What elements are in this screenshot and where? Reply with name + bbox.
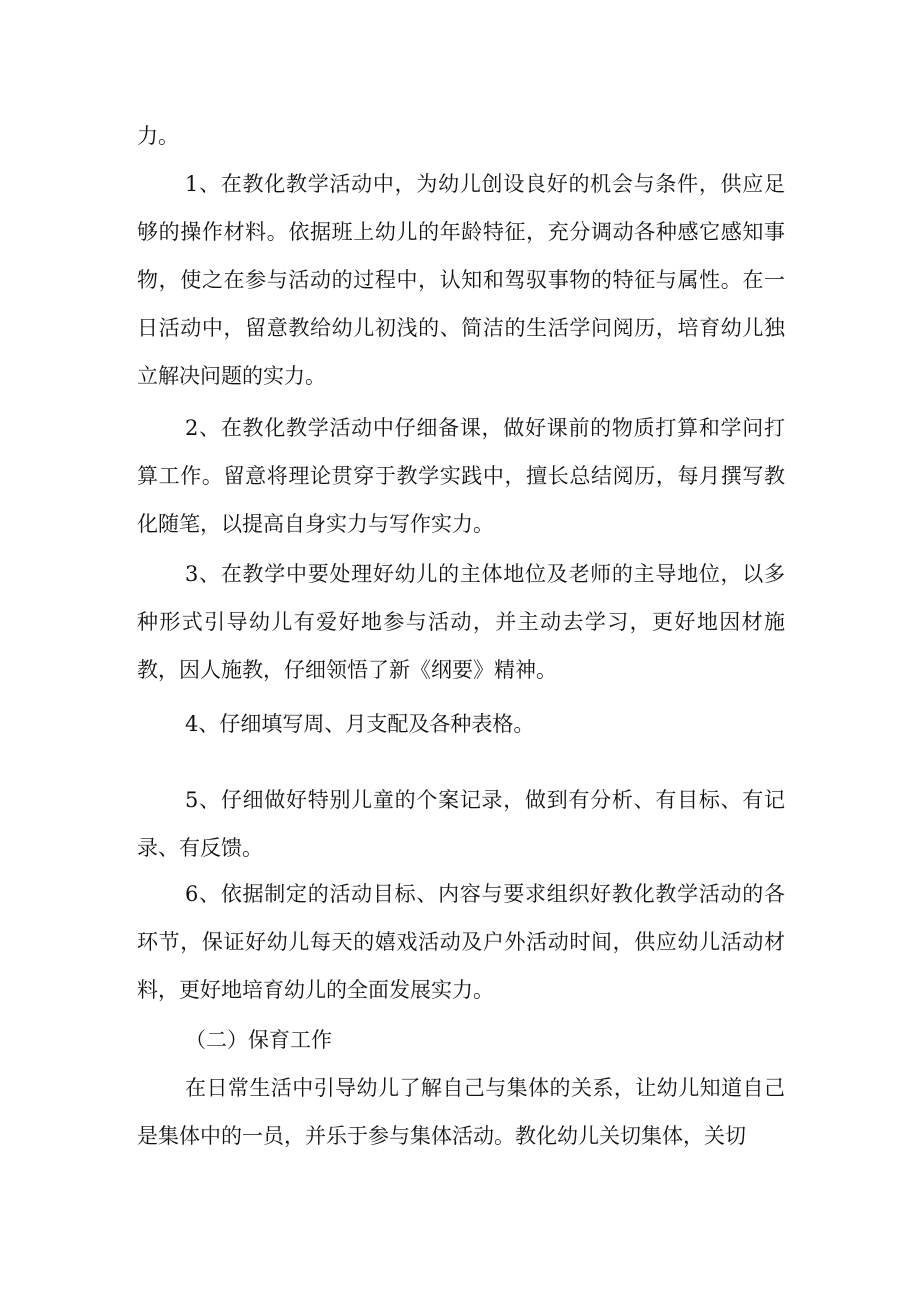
paragraph-continuation: 力。 [137, 124, 179, 148]
paragraph-item-4: 4、仔细填写周、月支配及各种表格。 [185, 712, 535, 736]
section-heading: （二）保育工作 [185, 1028, 332, 1052]
paragraph-item-5: 5、仔细做好特别儿童的个案记录，做到有分析、有目标、有记录、有反馈。 [137, 788, 785, 860]
paragraph-item-6: 6、依据制定的活动目标、内容与要求组织好教化教学活动的各环节，保证好幼儿每天的嬉戏活动及户外活动时间，供应幼儿活动材料，更好地培育幼儿的全面发展实力。 [137, 882, 785, 1002]
paragraph-item-2: 2、在教化教学活动中仔细备课，做好课前的物质打算和学问打算工作。留意将理论贯穿于教学实践中，擅长总结阅历，每月撰写教化随笔，以提高自身实力与写作实力。 [137, 416, 785, 536]
paragraph-item-1: 1、在教化教学活动中，为幼儿创设良好的机会与条件，供应足够的操作材料。依据班上幼儿的年龄特征，充分调动各种感它感知事物，使之在参与活动的过程中，认知和驾驭事物的特征与属性。在一日活动中，留意教给幼儿初浅的、简洁的生活学问阅历，培育幼儿独立解决问题的实力。 [137, 172, 785, 388]
paragraph-item-3: 3、在教学中要处理好幼儿的主体地位及老师的主导地位，以多种形式引导幼儿有爱好地参与活动，并主动去学习，更好地因材施教，因人施教，仔细领悟了新《纲要》精神。 [137, 562, 785, 682]
paragraph-care-intro: 在日常生活中引导幼儿了解自己与集体的关系，让幼儿知道自己是集体中的一员，并乐于参与集体活动。教化幼儿关切集体，关切 [137, 1076, 785, 1148]
